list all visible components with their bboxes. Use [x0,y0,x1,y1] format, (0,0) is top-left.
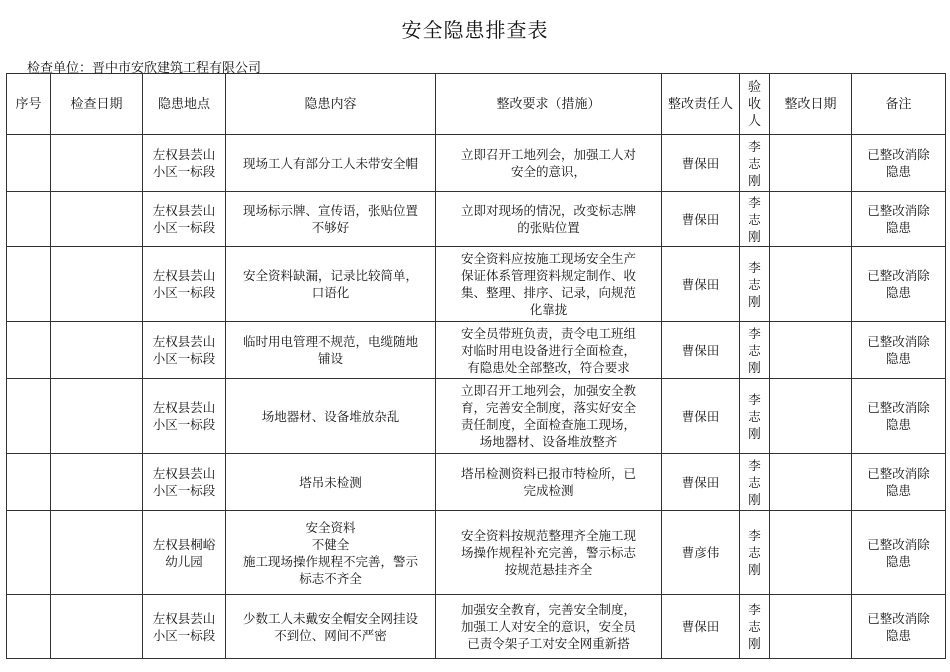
table-row [7,454,946,511]
cell-remark: 已整改消除 隐患 [852,454,946,511]
cell-content: 临时用电管理不规范，电缆随地 铺设 [226,322,436,379]
cell-location: 左权县芸山 小区一标段 [143,192,226,247]
cell-location: 左权县芸山 小区一标段 [143,135,226,192]
cell-fix-date [770,135,852,192]
cell-content: 场地器材、设备堆放杂乱 [226,379,436,454]
cell-content: 现场工人有部分工人未带安全帽 [226,135,436,192]
cell-date [51,595,143,659]
table-row [7,247,946,322]
cell-date [51,192,143,247]
cell-content: 少数工人未戴安全帽安全网挂设 不到位、网间不严密 [226,595,436,659]
cell-date [51,379,143,454]
cell-no [7,595,51,659]
cell-acceptor: 李 志 刚 [740,379,770,454]
cell-content: 安全资料 不健全 施工现场操作规程不完善，警示 标志不齐全 [226,511,436,595]
cell-responsible: 曹保田 [662,595,740,659]
cell-requirement: 立即对现场的情况，改变标志牌 的张贴位置 [436,192,662,247]
cell-requirement: 安全资料按规范整理齐全施工现 场操作规程补充完善，警示标志 按规范悬挂齐全 [436,511,662,595]
table-row [7,135,946,192]
cell-fix-date [770,511,852,595]
header-requirement: 整改要求（措施） [436,74,662,135]
cell-no [7,192,51,247]
cell-location: 左权县芸山 小区一标段 [143,454,226,511]
cell-no [7,379,51,454]
cell-location: 左权县桐峪 幼儿园 [143,511,226,595]
cell-acceptor: 李 志 刚 [740,454,770,511]
table-row [7,595,946,659]
inspection-unit-label: 检查单位：晋中市安欣建筑工程有限公司 [27,61,262,76]
table-row [7,192,946,247]
cell-remark: 已整改消除 隐患 [852,322,946,379]
cell-responsible: 曹保田 [662,192,740,247]
cell-date [51,135,143,192]
cell-fix-date [770,454,852,511]
cell-requirement: 塔吊检测资料已报市特检所，已 完成检测 [436,454,662,511]
cell-no [7,454,51,511]
hazard-table [6,73,946,659]
cell-remark: 已整改消除 隐患 [852,595,946,659]
cell-acceptor: 李 志 刚 [740,511,770,595]
cell-acceptor: 李 志 刚 [740,247,770,322]
cell-content: 塔吊未检测 [226,454,436,511]
cell-location: 左权县芸山 小区一标段 [143,322,226,379]
cell-date [51,247,143,322]
header-content: 隐患内容 [226,74,436,135]
table-row [7,322,946,379]
cell-remark: 已整改消除 隐患 [852,135,946,192]
cell-location: 左权县芸山 小区一标段 [143,379,226,454]
cell-fix-date [770,595,852,659]
cell-remark: 已整改消除 隐患 [852,511,946,595]
cell-remark: 已整改消除 隐患 [852,379,946,454]
cell-acceptor: 李 志 刚 [740,595,770,659]
cell-fix-date [770,322,852,379]
header-remark: 备注 [852,74,946,135]
cell-acceptor: 李 志 刚 [740,192,770,247]
cell-location: 左权县芸山 小区一标段 [143,595,226,659]
table-header-row [7,74,946,135]
cell-responsible: 曹保田 [662,247,740,322]
cell-date [51,322,143,379]
page-title: 安全隐患排查表 [401,18,549,42]
cell-responsible: 曹彦伟 [662,511,740,595]
cell-fix-date [770,379,852,454]
cell-responsible: 曹保田 [662,454,740,511]
table-body [7,135,946,659]
cell-requirement: 立即召开工地列会，加强工人对 安全的意识， [436,135,662,192]
header-no: 序号 [7,74,51,135]
cell-no [7,247,51,322]
cell-requirement: 立即召开工地列会，加强安全教 育，完善安全制度，落实好安全 责任制度，全面检查施工现场， 场地器材、设备堆放整齐 [436,379,662,454]
cell-content: 现场标示牌、宣传语，张贴位置 不够好 [226,192,436,247]
cell-location: 左权县芸山 小区一标段 [143,247,226,322]
table-row [7,379,946,454]
header-fix-date: 整改日期 [770,74,852,135]
header-location: 隐患地点 [143,74,226,135]
cell-date [51,454,143,511]
cell-acceptor: 李 志 刚 [740,135,770,192]
cell-content: 安全资料缺漏，记录比较简单， 口语化 [226,247,436,322]
cell-no [7,322,51,379]
cell-requirement: 安全员带班负责，责令电工班组 对临时用电设备进行全面检查， 有隐患处全部整改，符合要求 [436,322,662,379]
cell-responsible: 曹保田 [662,135,740,192]
cell-requirement: 安全资料应按施工现场安全生产 保证体系管理资料规定制作、收 集、整理、排序、记录，向规范 化靠拢 [436,247,662,322]
cell-no [7,135,51,192]
cell-requirement: 加强安全教育，完善安全制度， 加强工人对安全的意识，安全员 已责令架子工对安全网重新搭 [436,595,662,659]
cell-date [51,511,143,595]
header-date: 检查日期 [51,74,143,135]
cell-remark: 已整改消除 隐患 [852,247,946,322]
table-row [7,511,946,595]
cell-remark: 已整改消除 隐患 [852,192,946,247]
cell-fix-date [770,247,852,322]
cell-fix-date [770,192,852,247]
header-acceptor: 验收人 [740,74,770,135]
header-responsible: 整改责任人 [662,74,740,135]
cell-acceptor: 李 志 刚 [740,322,770,379]
cell-no [7,511,51,595]
cell-responsible: 曹保田 [662,322,740,379]
cell-responsible: 曹保田 [662,379,740,454]
